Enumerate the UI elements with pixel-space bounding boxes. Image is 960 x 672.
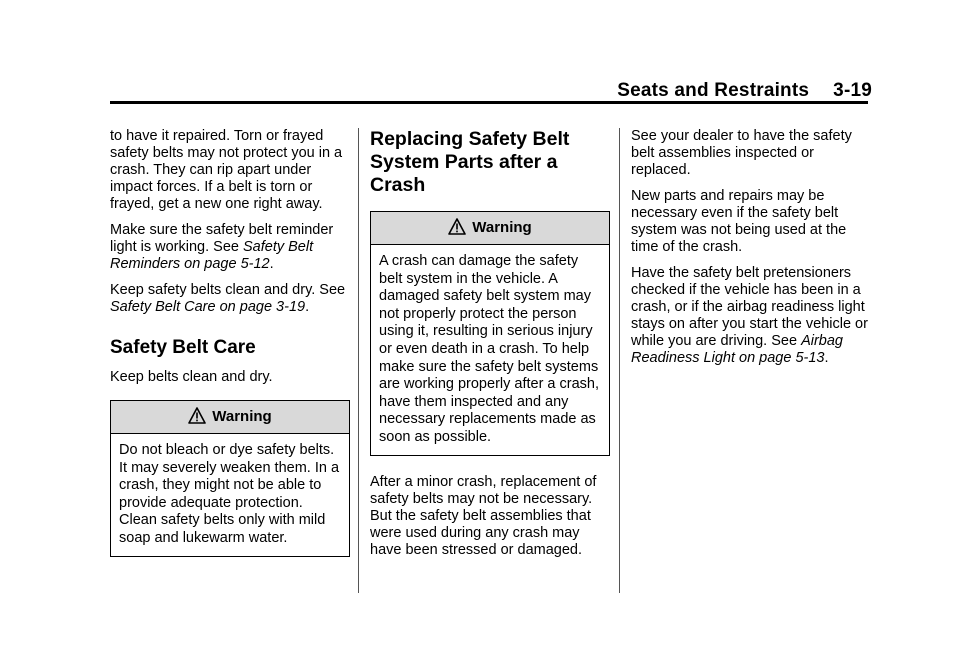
warning-header: [111, 401, 349, 434]
paragraph: After a minor crash, replacement of safety belts may not be necessary. But the safety belt assemblies that were used during any crash may have been stressed or damaged.: [370, 473, 597, 558]
warning-box: [110, 400, 350, 557]
cross-reference-link[interactable]: Safety Belt Care on page 3-19: [110, 299, 306, 315]
section-heading: Replacing Safety Belt System Parts after a Crash: [370, 128, 570, 196]
paragraph: [110, 222, 350, 273]
paragraph: See your dealer to have the safety belt assemblies inspected or replaced.: [631, 128, 852, 178]
text: Make sure the safety belt reminder light is working. See: [110, 222, 334, 255]
section-heading: Safety Belt Care: [110, 337, 256, 358]
paragraph: Keep belts clean and dry.: [110, 369, 273, 385]
text: .: [269, 256, 274, 272]
text: .: [824, 350, 829, 366]
warning-icon: [188, 407, 206, 424]
section-title: Seats and Restraints: [617, 80, 810, 101]
warning-box: [370, 211, 610, 456]
warning-icon: [448, 218, 466, 235]
column-1: [110, 128, 350, 575]
paragraph: [631, 265, 871, 367]
warning-text: A crash can damage the safety belt system in the vehicle. A damaged safety belt system may not properly protect the person using it, resulting in serious injury or even death in a crash. To help make sure the safety belt systems are working properly after a crash, have them inspected and any necessary replacements made as soon as possible.: [379, 253, 600, 445]
column-2: [370, 128, 610, 568]
paragraph: New parts and repairs may be necessary even if the safety belt system was not being used at the time of the crash.: [631, 188, 847, 255]
column-divider: [358, 128, 359, 593]
header-rule: [110, 101, 868, 104]
cross-reference-link[interactable]: Safety Belt Reminders on page 5-12: [110, 239, 314, 272]
text: .: [305, 299, 310, 315]
text: Keep safety belts clean and dry. See: [110, 282, 346, 298]
text: Have the safety belt pretensioners checked if the vehicle has been in a crash, or if the airbag readiness light stays on after you start the vehicle or while you are driving. See: [631, 265, 868, 349]
page-number: 3-19: [833, 80, 872, 101]
column-divider: [619, 128, 620, 593]
paragraph: to have it repaired. Torn or frayed safety belts may not protect you in a crash. They can rip apart under impact forces. If a belt is torn or frayed, get a new one right away.: [110, 128, 343, 212]
warning-header: [371, 212, 609, 245]
cross-reference-link[interactable]: Airbag Readiness Light on page 5-13: [631, 333, 843, 366]
column-3: [631, 128, 871, 376]
warning-title: Warning: [472, 219, 532, 236]
paragraph: [110, 282, 350, 316]
warning-title: Warning: [212, 408, 272, 425]
page-header: [617, 80, 872, 102]
warning-text: Do not bleach or dye safety belts. It may severely weaken them. In a crash, they might not be able to provide adequate protection. Clean safety belts only with mild soap and lukewarm water.: [119, 442, 340, 546]
